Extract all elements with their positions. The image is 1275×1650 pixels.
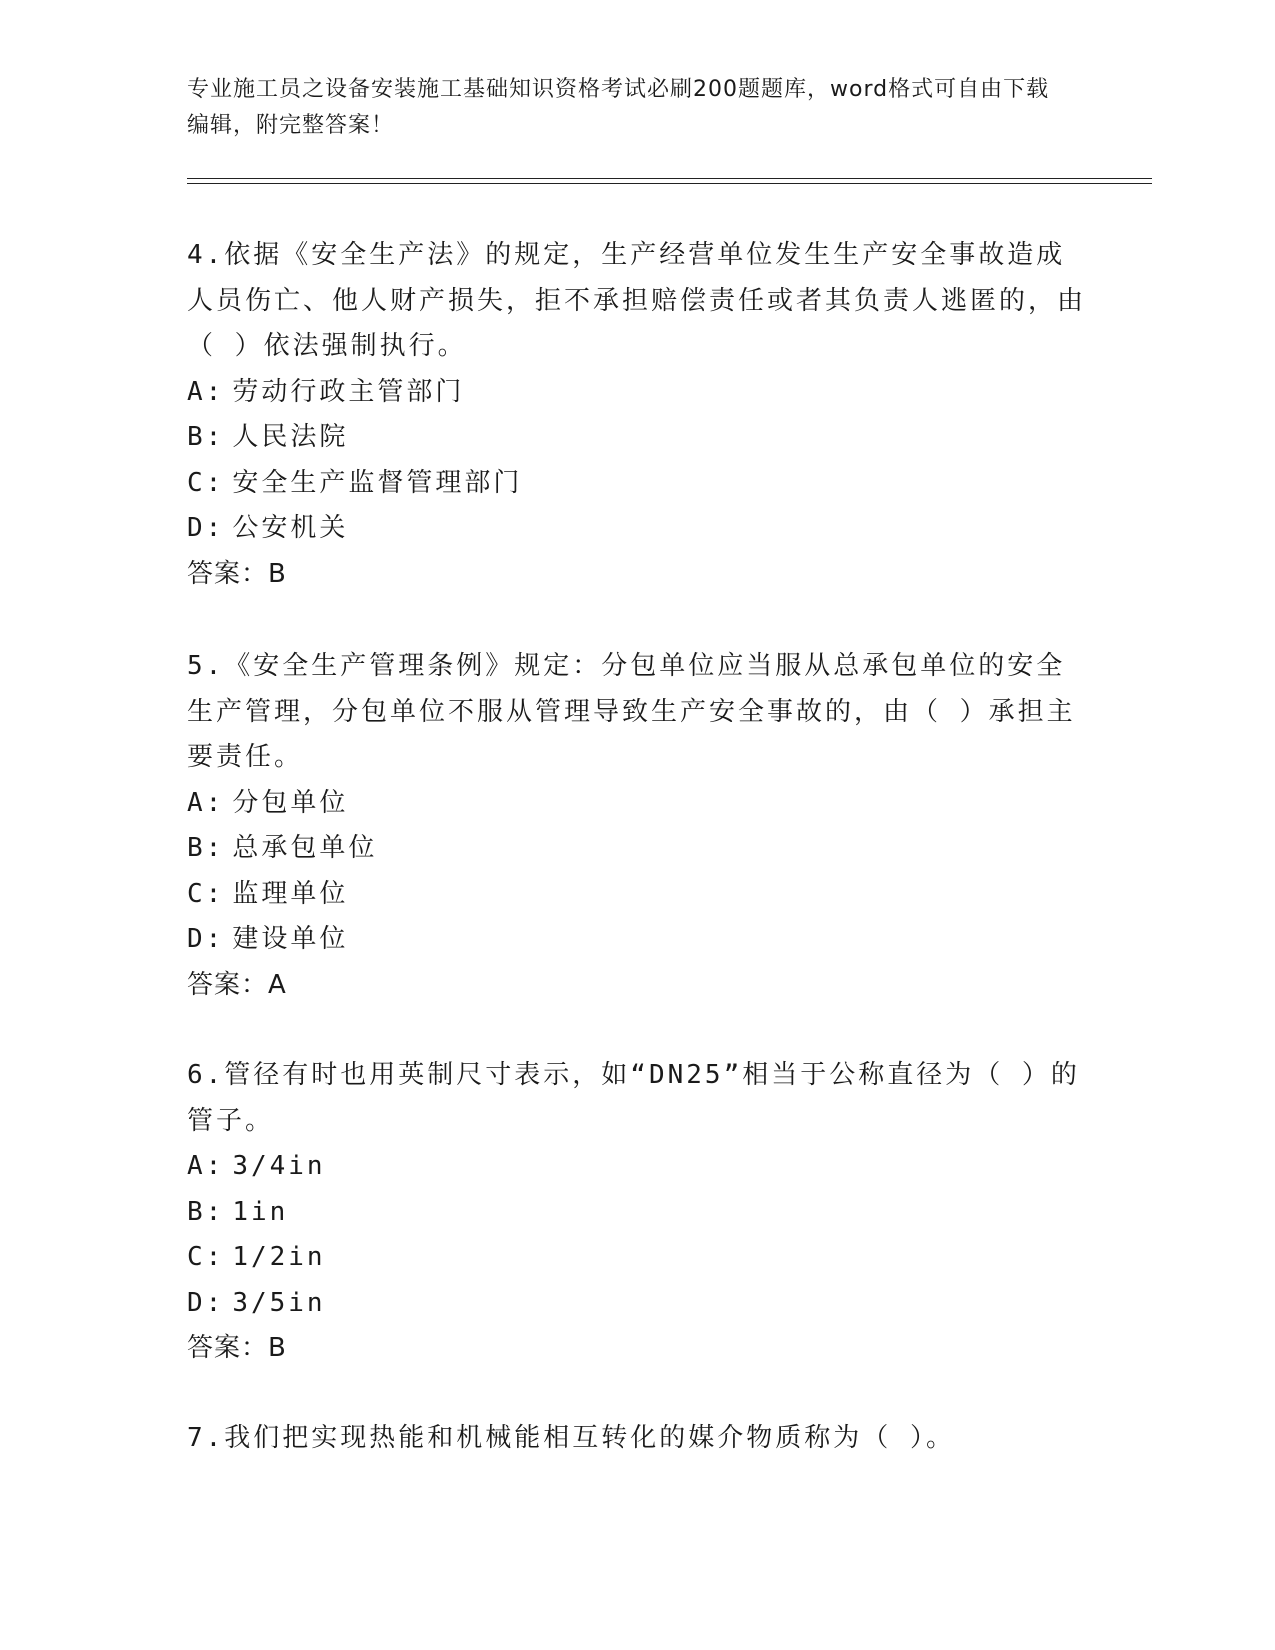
answer-label: 答案： (187, 558, 269, 589)
option-c (187, 1235, 1087, 1281)
question-4 (187, 233, 1087, 597)
option-text: 1/2in (232, 1242, 326, 1272)
question-stem: 5.《安全生产管理条例》规定：分包单位应当服从总承包单位的安全生产管理，分包单位不服从管理导致生产安全事故的，由（ ）承担主要责任。 (187, 651, 1076, 772)
option-text: 3/4in (232, 1151, 326, 1181)
answer-line (187, 552, 1087, 598)
answer-label: 答案： (187, 1333, 269, 1363)
option-text: 分包单位 (232, 787, 349, 818)
option-text: 总承包单位 (232, 833, 378, 863)
question-7 (187, 1416, 1087, 1462)
option-key: B: (187, 1196, 225, 1227)
answer-line (187, 963, 1087, 1009)
answer-value: B (268, 1333, 287, 1363)
option-key: B: (187, 833, 225, 863)
option-key: A: (187, 376, 225, 407)
answer-label: 答案： (187, 969, 269, 1000)
question-stem: 4.依据《安全生产法》的规定，生产经营单位发生生产安全事故造成人员伤亡、他人财产损失，拒不承担赔偿责任或者其负责人逃匿的，由（ ）依法强制执行。 (187, 240, 1087, 361)
question-stem: 6.管径有时也用英制尺寸表示，如“DN25”相当于公称直径为（ ）的管子。 (187, 1060, 1080, 1136)
option-key: A: (187, 787, 225, 818)
option-a (187, 370, 1087, 416)
question-stem: 7.我们把实现热能和机械能相互转化的媒介物质称为（ ）。 (187, 1423, 955, 1453)
question-5 (187, 644, 1087, 1008)
option-text: 1in (232, 1196, 289, 1227)
option-text: 3/5in (232, 1287, 326, 1318)
option-c (187, 461, 1087, 507)
option-key: C: (187, 467, 225, 498)
answer-value: A (268, 969, 287, 1000)
option-a (187, 1144, 1087, 1190)
option-c (187, 872, 1087, 918)
option-text: 安全生产监督管理部门 (232, 467, 523, 498)
option-d (187, 917, 1087, 963)
header-divider-line-second (187, 183, 1152, 184)
option-text: 公安机关 (232, 513, 349, 543)
option-key: D: (187, 1287, 225, 1318)
option-text: 建设单位 (232, 924, 349, 954)
option-b (187, 1190, 1087, 1236)
option-text: 监理单位 (232, 878, 349, 909)
option-text: 劳动行政主管部门 (232, 376, 465, 407)
option-key: C: (187, 878, 225, 909)
option-key: A: (187, 1151, 225, 1181)
option-key: C: (187, 1242, 225, 1272)
document-header: 专业施工员之设备安装施工基础知识资格考试必刷200题题库，word格式可自由下载编辑，附完整答案！ (187, 77, 1050, 138)
option-key: D: (187, 924, 225, 954)
answer-line (187, 1326, 1087, 1372)
option-text: 人民法院 (232, 422, 349, 452)
option-d (187, 506, 1087, 552)
option-b (187, 415, 1087, 461)
option-b (187, 826, 1087, 872)
answer-value: B (268, 558, 287, 589)
question-6 (187, 1053, 1087, 1372)
option-a (187, 781, 1087, 827)
option-d (187, 1281, 1087, 1327)
header-divider-line (187, 178, 1152, 179)
option-key: B: (187, 422, 225, 452)
option-key: D: (187, 513, 225, 543)
